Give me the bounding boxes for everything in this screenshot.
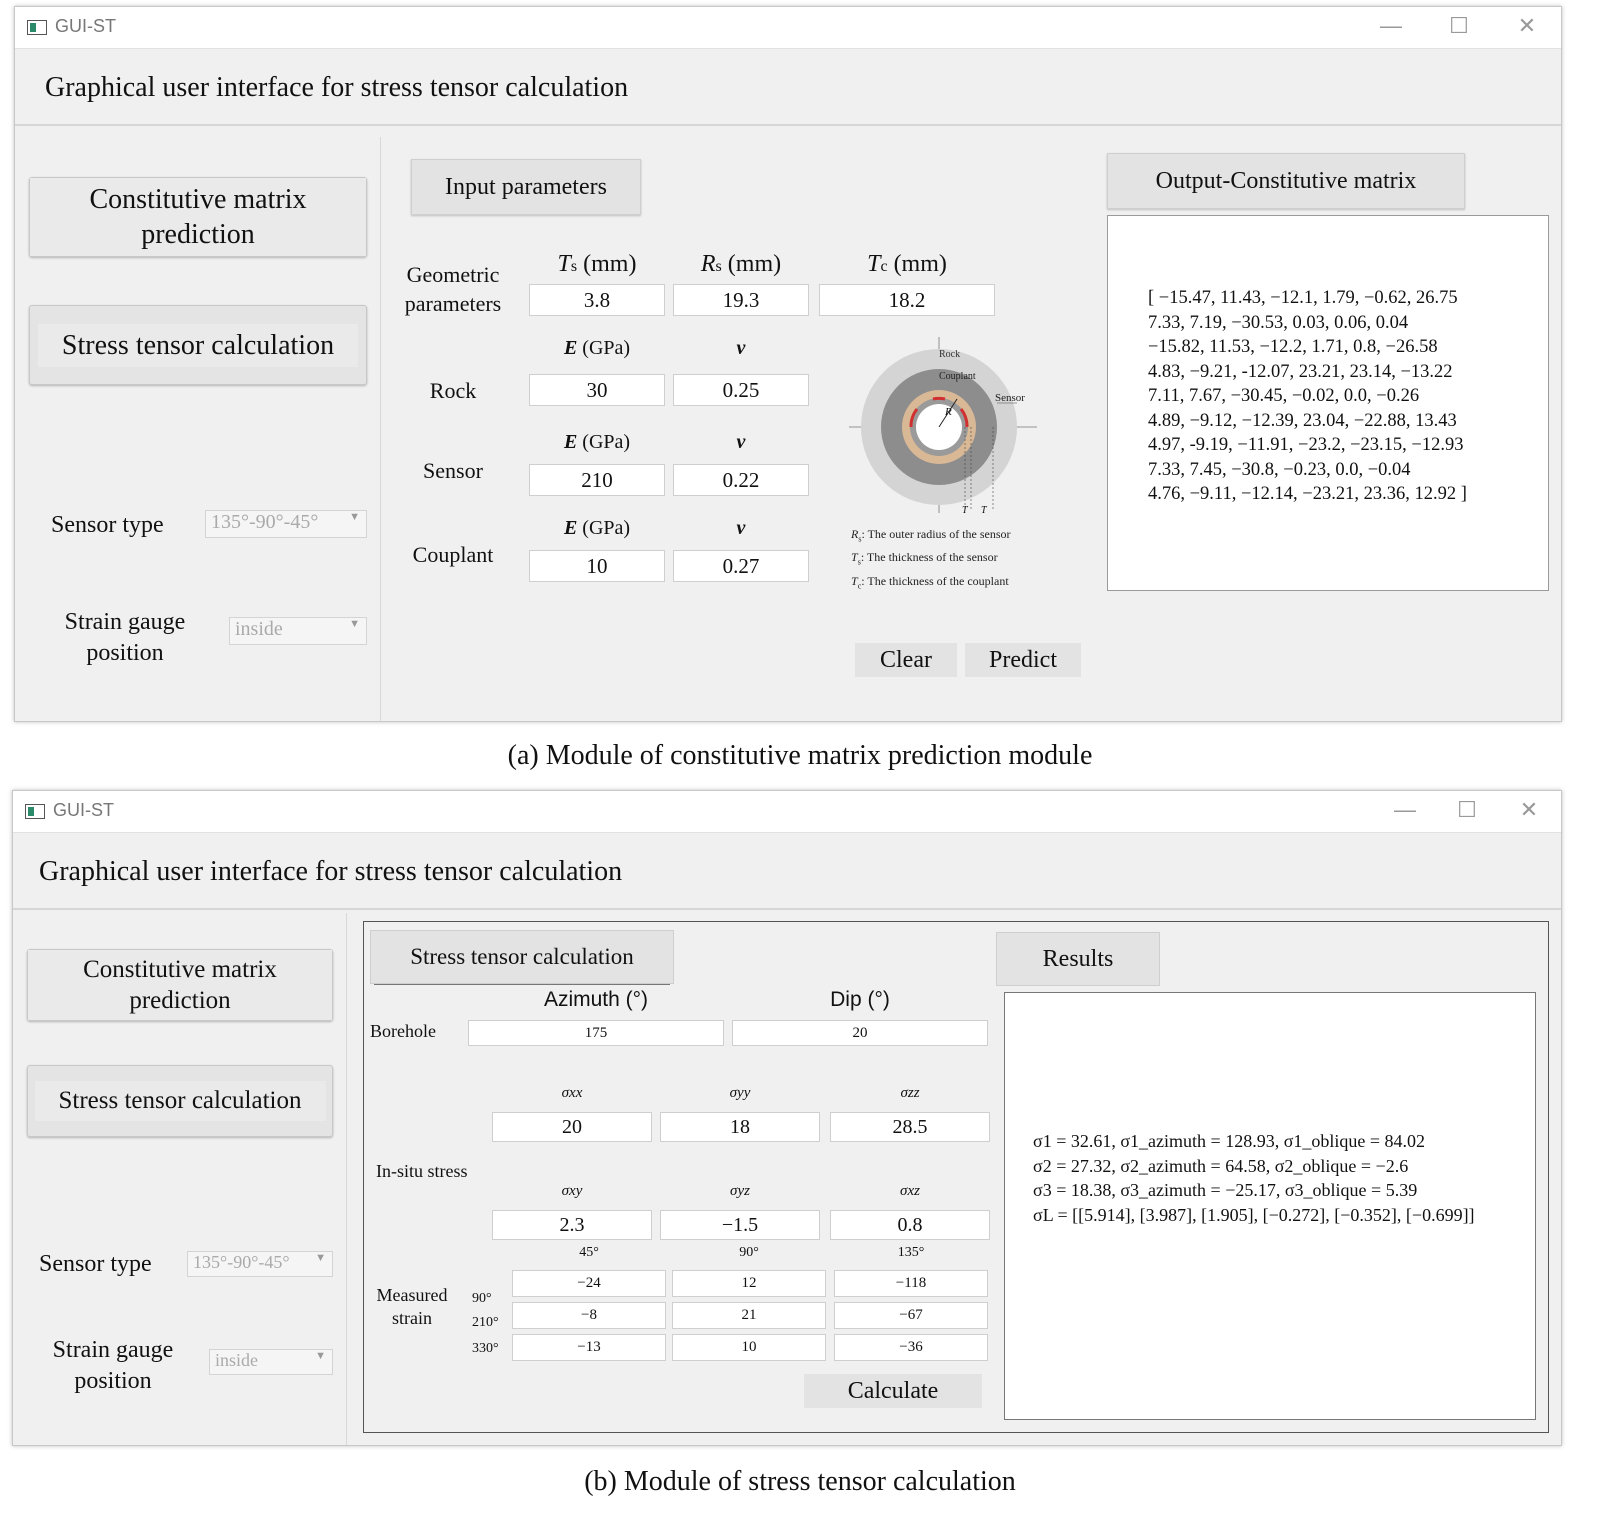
sensor-type-label: Sensor type (39, 1251, 152, 1277)
title-bar (15, 7, 1561, 49)
szz-label: σzz (900, 1085, 920, 1101)
col-45-label: 45° (579, 1245, 599, 1260)
sidebar (15, 137, 381, 721)
sensor-type-value: 135°-90°-45° (211, 511, 319, 533)
col-90-label: 90° (739, 1245, 759, 1260)
syy-input[interactable]: 18 (660, 1112, 820, 1142)
app-header (13, 834, 1561, 910)
tc-symbol: T (867, 251, 881, 277)
legend-ts: $T_s$: The thickness of the sensor (851, 550, 998, 567)
legend-r: $R_s$: The outer radius of the sensor (851, 527, 1011, 544)
ts-header (529, 249, 665, 280)
app-title: GUI-ST (55, 16, 116, 36)
e-unit: (GPa) (577, 337, 631, 359)
output-matrix-tab[interactable] (1107, 153, 1465, 209)
sensor-type-select[interactable] (187, 1251, 333, 1277)
page-title: Graphical user interface for stress tensor calculation (39, 856, 623, 887)
rs-header (673, 249, 809, 280)
szz-input[interactable]: 28.5 (830, 1112, 990, 1142)
syz-input[interactable]: −1.5 (660, 1210, 820, 1240)
sensor-type-value: 135°-90°-45° (193, 1252, 290, 1272)
sensor-nu-input[interactable]: 0.22 (673, 464, 809, 496)
output-matrix-line: 7.33, 7.45, −30.8, −0.23, 0.0, −0.04 (1148, 459, 1411, 480)
stress-calc-label: Stress tensor calculation (410, 944, 634, 969)
dip-input[interactable]: 20 (732, 1020, 988, 1046)
strain-gauge-value: inside (235, 618, 283, 640)
couplant-e-header (529, 515, 665, 541)
insitu-stress-label: In-situ stress (376, 1161, 468, 1181)
chevron-down-icon: ▼ (349, 511, 360, 523)
strain-input[interactable]: −24 (512, 1270, 666, 1297)
rs-symbol: R (700, 251, 716, 277)
strain-input[interactable]: 10 (672, 1334, 826, 1361)
diagram-t-mark-1: T (962, 505, 968, 516)
strain-input[interactable]: −67 (834, 1302, 988, 1329)
legend-ts-text: : The thickness of the sensor (860, 550, 998, 565)
maximize-icon[interactable]: ☐ (1449, 13, 1469, 38)
strain-gauge-label: Strain gauge position (64, 609, 186, 667)
diagram-r-mark: R (945, 406, 952, 418)
legend-tc-text: : The thickness of the couplant (861, 573, 1009, 588)
e-symbol: E (563, 517, 578, 539)
sxz-input[interactable]: 0.8 (830, 1210, 990, 1240)
stress-calc-tab[interactable] (370, 930, 674, 984)
rock-label: Rock (429, 378, 477, 403)
close-icon[interactable]: ✕ (1517, 13, 1537, 38)
couplant-nu-input[interactable]: 0.27 (673, 550, 809, 582)
strain-gauge-select[interactable] (229, 617, 367, 645)
nu-symbol: v (736, 517, 746, 539)
row-210-label: 210° (472, 1315, 499, 1330)
strain-input[interactable]: −8 (512, 1302, 666, 1329)
couplant-e-input[interactable]: 10 (529, 550, 665, 582)
sidebar (13, 913, 347, 1445)
diagram-legend (851, 525, 1011, 595)
output-matrix-line: 7.33, 7.19, −30.53, 0.03, 0.06, 0.04 (1148, 312, 1409, 333)
ts-symbol: T (557, 251, 571, 277)
strain-gauge-value: inside (215, 1350, 258, 1370)
sensor-e-input[interactable]: 210 (529, 464, 665, 496)
maximize-icon[interactable]: ☐ (1457, 797, 1477, 822)
constitutive-matrix-label: Constitutive matrix prediction (28, 950, 332, 1021)
e-unit: (GPa) (577, 431, 631, 453)
strain-input[interactable]: 21 (672, 1302, 826, 1329)
output-matrix-line: 4.97, -9.19, −11.91, −23.2, −23.15, −12.93 (1148, 435, 1464, 455)
rock-e-header (529, 335, 665, 361)
minimize-icon[interactable]: — (1394, 797, 1416, 822)
minimize-icon[interactable]: — (1380, 13, 1402, 38)
output-matrix-text (1148, 286, 1467, 507)
ts-subscript: s (570, 258, 578, 275)
syz-label: σyz (730, 1183, 750, 1199)
output-matrix-line: −15.82, 11.53, −12.2, 1.71, 0.8, −26.58 (1148, 337, 1438, 357)
output-matrix-line: 7.11, 7.67, −30.45, −0.02, 0.0, −0.26 (1148, 386, 1420, 406)
close-icon[interactable]: ✕ (1519, 797, 1539, 822)
borehole-label: Borehole (370, 1021, 436, 1041)
sensor-e-header (529, 429, 665, 455)
main-panel (387, 137, 1559, 721)
output-matrix-label: Output-Constitutive matrix (1155, 167, 1417, 194)
nu-symbol: v (736, 337, 746, 359)
diagram-t-mark-2: T (981, 505, 987, 516)
sensor-type-label: Sensor type (51, 512, 164, 538)
rs-subscript: s (715, 258, 722, 275)
col-135-label: 135° (897, 1245, 925, 1260)
main-panel (363, 921, 1549, 1433)
input-parameters-label: Input parameters (445, 173, 607, 200)
app-icon (27, 20, 47, 35)
predict-button[interactable]: Predict (965, 643, 1081, 677)
row-90-label: 90° (472, 1291, 492, 1306)
azimuth-header: Azimuth (°) (543, 988, 649, 1011)
diagram-couplant-label: Couplant (939, 371, 976, 382)
chevron-down-icon: ▼ (315, 1350, 326, 1362)
tc-subscript: c (880, 258, 888, 275)
strain-gauge-label: Strain gauge position (52, 1337, 174, 1395)
azimuth-input[interactable]: 175 (468, 1020, 724, 1046)
tc-input[interactable]: 18.2 (819, 284, 995, 316)
output-matrix-line: 4.76, −9.11, −12.14, −23.21, 23.36, 12.92 ] (1148, 484, 1467, 504)
strain-input[interactable]: 12 (672, 1270, 826, 1297)
input-parameters-tab[interactable] (411, 159, 641, 215)
couplant-nu-header (673, 515, 809, 541)
results-text (1033, 1129, 1475, 1227)
results-label: Results (1042, 945, 1114, 972)
results-tab[interactable] (996, 932, 1160, 986)
sxy-input[interactable]: 2.3 (492, 1210, 652, 1240)
constitutive-matrix-label: Constitutive matrix prediction (30, 178, 366, 256)
sensor-type-select[interactable] (205, 510, 367, 538)
divider (374, 984, 670, 985)
row-330-label: 330° (472, 1341, 499, 1356)
stress-tensor-button[interactable] (27, 1065, 333, 1137)
e-unit: (GPa) (577, 517, 631, 539)
e-symbol: E (563, 431, 578, 453)
clear-button[interactable]: Clear (855, 643, 957, 677)
stress-tensor-button[interactable] (29, 305, 367, 385)
rs-input[interactable]: 19.3 (673, 284, 809, 316)
chevron-down-icon: ▼ (349, 618, 360, 630)
e-symbol: E (563, 337, 578, 359)
tc-header (819, 249, 995, 280)
result-line: σL = [[5.914], [3.987], [1.905], [−0.272], [−0.352], [−0.699]] (1033, 1204, 1475, 1225)
title-bar (13, 791, 1561, 833)
app-icon (25, 804, 45, 819)
stress-tensor-label: Stress tensor calculation (35, 1081, 326, 1120)
dip-header: Dip (°) (830, 988, 890, 1011)
geometric-parameters-label: Geometric parameters (404, 262, 502, 316)
app-title: GUI-ST (53, 800, 114, 820)
ts-unit: (mm) (577, 251, 637, 277)
result-line: σ1 = 32.61, σ1_azimuth = 128.93, σ1_oblique = 84.02 (1033, 1131, 1426, 1151)
sxx-label: σxx (561, 1085, 583, 1101)
output-matrix-line: 4.83, −9.21, -12.07, 23.21, 23.14, −13.22 (1148, 361, 1453, 382)
sensor-label: Sensor (423, 458, 483, 483)
output-matrix-line: [ −15.47, 11.43, −12.1, 1.79, −0.62, 26.75 (1148, 288, 1458, 308)
couplant-label: Couplant (412, 542, 494, 567)
tc-unit: (mm) (887, 251, 947, 277)
nu-symbol: v (736, 431, 746, 453)
page-title: Graphical user interface for stress tensor calculation (45, 72, 629, 103)
rock-nu-input[interactable]: 0.25 (673, 374, 809, 406)
legend-tc: $T_c$: The thickness of the couplant (851, 573, 1009, 591)
sxx-input[interactable]: 20 (492, 1112, 652, 1142)
sxy-label: σxy (561, 1183, 583, 1199)
rs-unit: (mm) (721, 251, 782, 277)
strain-input[interactable]: −118 (834, 1270, 988, 1297)
caption-b: (b) Module of stress tensor calculation (584, 1466, 1016, 1497)
diagram-rock-label: Rock (939, 349, 961, 360)
syy-label: σyy (729, 1085, 751, 1101)
calculate-button[interactable]: Calculate (804, 1374, 982, 1408)
strain-input[interactable]: −36 (834, 1334, 988, 1361)
sensor-nu-header (673, 429, 809, 455)
sxz-label: σxz (900, 1183, 920, 1199)
output-matrix-box (1107, 215, 1549, 591)
strain-input[interactable]: −13 (512, 1334, 666, 1361)
chevron-down-icon: ▼ (315, 1252, 326, 1264)
ts-input[interactable]: 3.8 (529, 284, 665, 316)
window-b (12, 790, 1562, 1446)
rock-nu-header (673, 335, 809, 361)
legend-r-text: : The outer radius of the sensor (861, 527, 1011, 541)
measured-strain-label: Measured strain (376, 1285, 448, 1329)
constitutive-matrix-button[interactable] (27, 949, 333, 1021)
result-line: σ3 = 18.38, σ3_azimuth = −25.17, σ3_oblique = 5.39 (1033, 1180, 1418, 1200)
stress-tensor-label: Stress tensor calculation (38, 324, 358, 367)
rock-e-input[interactable]: 30 (529, 374, 665, 406)
app-header (15, 50, 1561, 126)
output-matrix-line: 4.89, −9.12, −12.39, 23.04, −22.88, 13.43 (1148, 410, 1457, 431)
diagram-sensor-label: Sensor (995, 392, 1025, 404)
strain-gauge-select[interactable] (209, 1349, 333, 1375)
results-box (1004, 992, 1536, 1420)
result-line: σ2 = 27.32, σ2_azimuth = 64.58, σ2_oblique = −2.6 (1033, 1155, 1409, 1176)
window-a (14, 6, 1562, 722)
caption-a: (a) Module of constitutive matrix prediction module (507, 740, 1093, 771)
constitutive-matrix-button[interactable] (29, 177, 367, 257)
